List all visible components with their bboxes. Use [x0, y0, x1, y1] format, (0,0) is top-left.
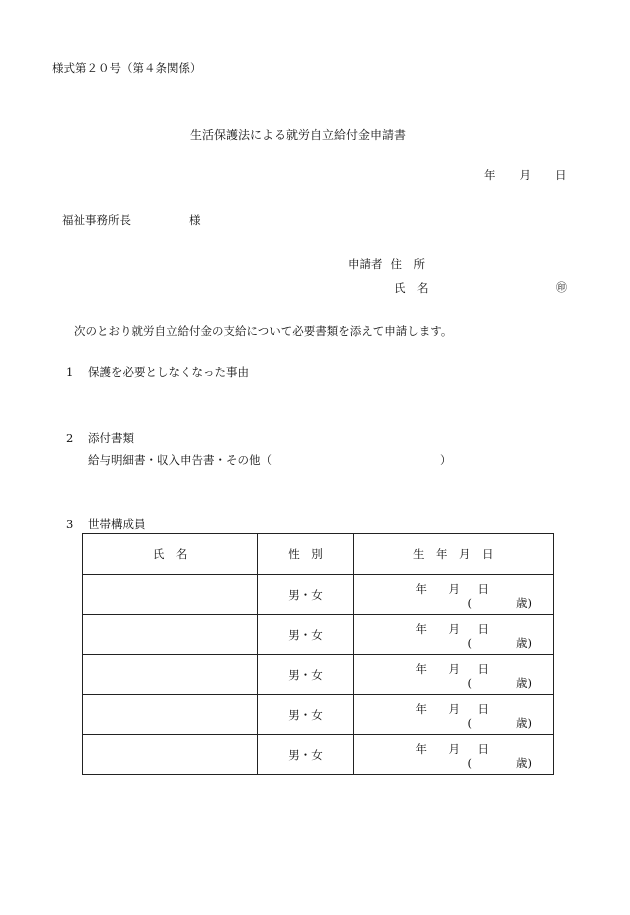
attachments-items: 給与明細書・収入申告書・その他（: [88, 453, 272, 467]
date-month[interactable]: 月: [519, 168, 531, 182]
member-name-cell[interactable]: [83, 695, 258, 735]
household-members-table: [82, 533, 554, 775]
addressee-office: 福祉事務所長: [62, 213, 131, 227]
member-name-cell[interactable]: [83, 735, 258, 775]
member-birthdate-cell[interactable]: [353, 695, 553, 735]
date-year[interactable]: 年: [484, 168, 496, 182]
attachments-line[interactable]: [88, 452, 452, 468]
age-label: 歳): [516, 676, 533, 690]
birth-day-label: 日: [477, 702, 490, 716]
member-birthdate-cell[interactable]: [353, 735, 553, 775]
table-row: [83, 575, 554, 615]
age-open-paren: (: [467, 756, 473, 770]
age-field: [468, 715, 533, 731]
birth-year-label: 年: [415, 702, 428, 716]
document-title: 生活保護法による就労自立給付金申請書: [190, 128, 407, 142]
section-attachments-number: 2: [66, 431, 74, 445]
birth-month-label: 月: [448, 702, 461, 716]
section-reason-heading: [66, 364, 249, 380]
member-name-cell[interactable]: [83, 615, 258, 655]
member-birthdate-cell[interactable]: [353, 655, 553, 695]
applicant-address-row: [348, 256, 425, 272]
header-gender: 性 別: [258, 534, 353, 575]
table-row: [83, 735, 554, 775]
seal-mark: ㊞: [556, 281, 567, 294]
section-members-number: 3: [66, 517, 74, 531]
header-birthdate: 生 年 月 日: [353, 534, 553, 575]
table-row: [83, 655, 554, 695]
applicant-label: 申請者: [348, 257, 383, 271]
intro-text: 次のとおり就労自立給付金の支給について必要書類を添えて申請します。: [74, 324, 453, 338]
age-open-paren: (: [467, 596, 473, 610]
member-birthdate-cell[interactable]: [353, 615, 553, 655]
member-birthdate-cell[interactable]: [353, 575, 553, 615]
birth-year-label: 年: [415, 622, 428, 636]
birth-month-label: 月: [448, 742, 461, 756]
birth-month-label: 月: [448, 662, 461, 676]
addressee: [62, 212, 201, 228]
addressee-honorific: 様: [189, 213, 201, 227]
header-name: 氏 名: [83, 534, 258, 575]
form-number: 様式第２０号（第４条関係）: [52, 61, 202, 75]
age-label: 歳): [516, 716, 533, 730]
attachments-close-paren: ）: [440, 453, 452, 467]
age-open-paren: (: [467, 636, 473, 650]
birth-year-label: 年: [415, 742, 428, 756]
age-label: 歳): [516, 636, 533, 650]
member-gender-cell[interactable]: 男・女: [258, 575, 353, 615]
table-row: [83, 695, 554, 735]
member-gender-cell[interactable]: 男・女: [258, 615, 353, 655]
age-field: [468, 595, 533, 611]
table-row: [83, 615, 554, 655]
applicant-address-label[interactable]: 住 所: [390, 257, 425, 271]
member-name-cell[interactable]: [83, 655, 258, 695]
section-reason-title: 保護を必要としなくなった事由: [88, 365, 249, 379]
age-label: 歳): [516, 596, 533, 610]
date-day[interactable]: 日: [555, 168, 567, 182]
birth-month-label: 月: [448, 582, 461, 596]
birth-day-label: 日: [477, 622, 490, 636]
section-members-title: 世帯構成員: [88, 517, 146, 531]
member-gender-cell[interactable]: 男・女: [258, 735, 353, 775]
member-gender-cell[interactable]: 男・女: [258, 695, 353, 735]
member-name-cell[interactable]: [83, 575, 258, 615]
birth-year-label: 年: [415, 662, 428, 676]
table-header-row: [83, 534, 554, 575]
birth-day-label: 日: [477, 742, 490, 756]
section-reason-number: 1: [66, 365, 74, 379]
section-members-heading: [66, 516, 146, 532]
birth-month-label: 月: [448, 622, 461, 636]
date-line: [484, 167, 567, 183]
birth-day-label: 日: [477, 582, 490, 596]
birth-year-label: 年: [415, 582, 428, 596]
section-attachments-heading: [66, 430, 134, 446]
section-attachments-title: 添付書類: [88, 431, 134, 445]
age-open-paren: (: [467, 676, 473, 690]
age-label: 歳): [516, 756, 533, 770]
age-open-paren: (: [467, 716, 473, 730]
applicant-name-label[interactable]: 氏 名: [394, 281, 429, 295]
age-field: [468, 755, 533, 771]
age-field: [468, 635, 533, 651]
birth-day-label: 日: [477, 662, 490, 676]
member-gender-cell[interactable]: 男・女: [258, 655, 353, 695]
age-field: [468, 675, 533, 691]
